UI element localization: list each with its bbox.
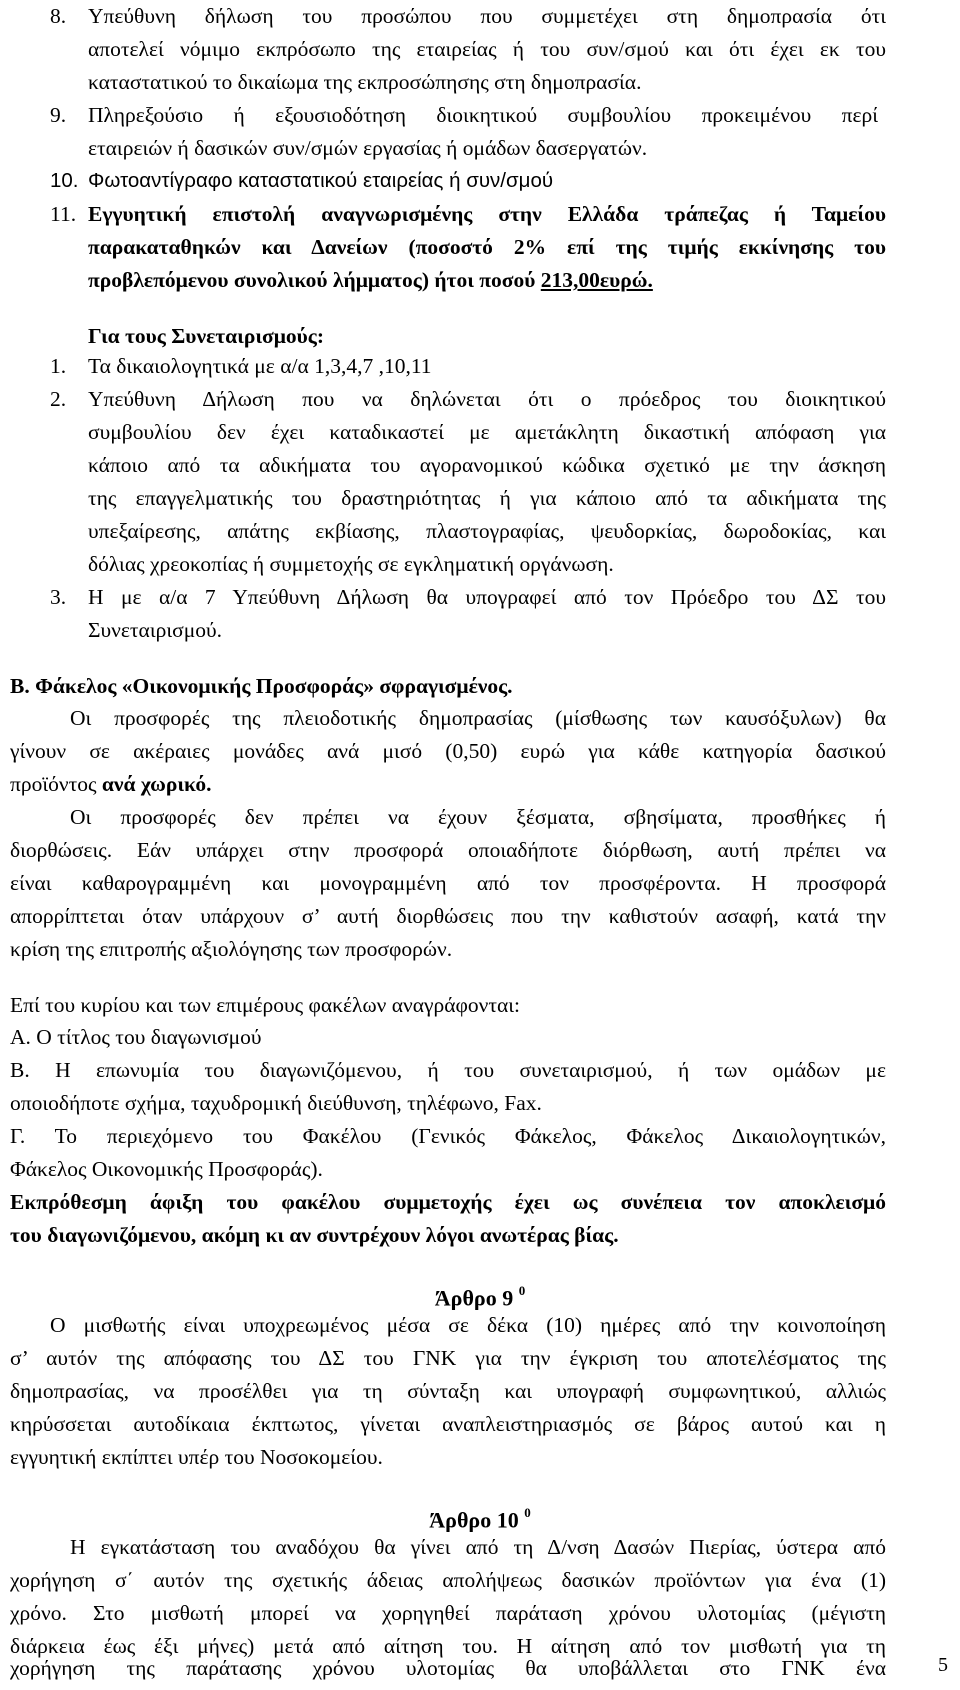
list-item-line: Υπεύθυνη δήλωση του προσώπου που συμμετέχει στη δημοπρασία ότι bbox=[88, 4, 886, 28]
list-item-line: δόλιας χρεοκοπίας ή συμμετοχής σε εγκληματική οργάνωση. bbox=[88, 552, 614, 576]
list-item-line: καταστατικού το δικαίωμα της εκπροσώπησης στη δημοπρασία. bbox=[88, 70, 642, 94]
paragraph-line: χορήγηση της παράτασης χρόνου υλοτομίας θα υποβάλλεται στο ΓΝΚ ένα bbox=[10, 1656, 886, 1680]
paragraph-line: Ο μισθωτής είναι υποχρεωμένος μέσα σε δέκα (10) ημέρες από την κοινοποίηση bbox=[50, 1313, 886, 1337]
late-arrival-warning: του διαγωνιζόμενου, ακόμη κι αν συντρέχουν λόγοι ανωτέρας βίας. bbox=[10, 1223, 619, 1247]
paragraph-line: Οι προσφορές της πλειοδοτικής δημοπρασίας (μίσθωσης των καυσόξυλων) θα bbox=[70, 706, 886, 730]
list-item-line: Τα δικαιολογητικά με α/α 1,3,4,7 ,10,11 bbox=[88, 354, 432, 378]
list-item-line: εταιρειών ή δασικών συν/σμών εργασίας ή ομάδων δασεργατών. bbox=[88, 136, 648, 160]
list-number: 3. bbox=[50, 585, 67, 609]
list-number: 1. bbox=[50, 354, 67, 378]
paragraph-line: Οι προσφορές δεν πρέπει να έχουν ξέσματα, σβησίματα, προσθήκες ή bbox=[70, 805, 886, 829]
late-arrival-warning: Εκπρόθεσμη άφιξη του φακέλου συμμετοχής έχει ως συνέπεια τον αποκλεισμό bbox=[10, 1190, 886, 1214]
coops-heading: Για τους Συνεταιρισμούς: bbox=[88, 324, 325, 348]
list-number: 2. bbox=[50, 387, 67, 411]
paragraph-line: γίνουν σε ακέραιες μονάδες ανά μισό (0,50) ευρώ για κάθε κατηγορία δασικού bbox=[10, 739, 886, 763]
article-9-title: Άρθρο 9 $^0$ bbox=[434, 1283, 526, 1311]
envelope-intro: Επί του κυρίου και των επιμέρους φακέλων αναγράφονται: bbox=[10, 993, 521, 1017]
envelope-item-b: Β. Η επωνυμία του διαγωνιζόμενου, ή του συνεταιρισμού, ή των ομάδων με bbox=[10, 1058, 886, 1082]
paragraph-line: κρίση της επιτροπής αξιολόγησης των προσφορών. bbox=[10, 937, 453, 961]
paragraph-line: Η εγκατάσταση του αναδόχου θα γίνει από τη Δ/νση Δασών Πιερίας, ύστερα από bbox=[70, 1535, 886, 1559]
paragraph-line: κηρύσσεται αυτοδίκαια έκπτωτος, γίνεται αναπλειστηριασμός σε βάρος αυτού και η bbox=[10, 1412, 886, 1436]
article-10-title: Άρθρο 10 $^0$ bbox=[429, 1505, 531, 1533]
list-item-line: συμβουλίου δεν έχει καταδικαστεί με αμετάκλητη δικαστική απόφαση για bbox=[88, 420, 886, 444]
paragraph-line: σ’ αυτόν της απόφασης του ΔΣ του ΓΝΚ για την έγκριση του αποτελέσματος της bbox=[10, 1346, 886, 1370]
list-number: 11. bbox=[50, 202, 77, 226]
page-number: 5 bbox=[938, 1654, 948, 1676]
paragraph-line: προϊόντος ανά χωρικό. bbox=[10, 772, 212, 796]
paragraph-line: δημοπρασίας, να προσέλθει για τη σύνταξη και υπογραφή συμφωνητικού, αλλιώς bbox=[10, 1379, 886, 1403]
list-item-line: αποτελεί νόμιμο εκπρόσωπο της εταιρείας ή του συν/σμού και ότι έχει εκ του bbox=[88, 37, 886, 61]
envelope-item-b: οποιοδήποτε σχήμα, ταχυδρομική διεύθυνση, τηλέφωνο, Fax. bbox=[10, 1091, 542, 1115]
list-number: 9. bbox=[50, 103, 67, 127]
paragraph-line: διορθώσεις. Εάν υπάρχει στην προσφορά οποιαδήποτε διόρθωση, αυτή πρέπει να bbox=[10, 838, 886, 862]
paragraph-line: είναι καθαρογραμμένη και μονογραμμένη από τον προσφέροντα. Η προσφορά bbox=[10, 871, 886, 895]
list-item-line: Εγγυητική επιστολή αναγνωρισμένης στην Ελλάδα τράπεζας ή Ταμείου bbox=[88, 202, 886, 226]
section-b-heading: Β. Φάκελος «Οικονομικής Προσφοράς» σφραγισμένος. bbox=[10, 674, 513, 698]
list-item-line: της επαγγελματικής του δραστηριότητας ή για κάποιο από τα αδικήματα της bbox=[88, 486, 886, 510]
list-item-line: Φωτοαντίγραφο καταστατικού εταιρείας ή συν/σμού bbox=[88, 169, 554, 192]
envelope-item-a: Α. Ο τίτλος του διαγωνισμού bbox=[10, 1025, 262, 1049]
list-number: 8. bbox=[50, 4, 67, 28]
guarantee-amount: 213,00ευρώ. bbox=[540, 268, 653, 292]
list-item-line: Πληρεξούσιο ή εξουσιοδότηση διοικητικού συμβουλίου προκειμένου περί bbox=[88, 103, 878, 127]
envelope-item-c: Γ. Το περιεχόμενο του Φακέλου (Γενικός Φάκελος, Φάκελος Δικαιολογητικών, bbox=[10, 1124, 886, 1148]
list-item-line: υπεξαίρεσης, απάτης εκβίασης, πλαστογραφίας, ψευδορκίας, δωροδοκίας, και bbox=[88, 519, 886, 543]
list-item-line: Συνεταιρισμού. bbox=[88, 618, 222, 642]
list-item-line: κάποιο από τα αδικήματα του αγορανομικού κώδικα σχετικό με την άσκηση bbox=[88, 453, 886, 477]
list-item-line: παρακαταθηκών και Δανείων (ποσοστό 2% επί της τιμής εκκίνησης του bbox=[88, 235, 886, 259]
envelope-item-c: Φάκελος Οικονομικής Προσφοράς). bbox=[10, 1157, 323, 1181]
paragraph-line: εγγυητική εκπίπτει υπέρ του Νοσοκομείου. bbox=[10, 1445, 383, 1469]
list-item-line: Η με α/α 7 Υπεύθυνη Δήλωση θα υπογραφεί από τον Πρόεδρο του ΔΣ του bbox=[88, 585, 886, 609]
list-number: 10. bbox=[50, 169, 79, 192]
paragraph-line: χορήγηση σ΄ αυτόν της σχετικής άδειας απολήψεως δασικών προϊόντων για ένα (1) bbox=[10, 1568, 886, 1592]
list-item-line: Υπεύθυνη Δήλωση που να δηλώνεται ότι ο πρόεδρος του διοικητικού bbox=[88, 387, 886, 411]
paragraph-line: απορρίπτεται όταν υπάρχουν σ’ αυτή διορθώσεις που την καθιστούν ασαφή, κατά την bbox=[10, 904, 886, 928]
paragraph-line: χρόνο. Στο μισθωτή μπορεί να χορηγηθεί παράταση χρόνου υλοτομίας (μέγιστη bbox=[10, 1601, 886, 1625]
paragraph-line: διάρκεια έως έξι μήνες) μετά από αίτηση του. Η αίτηση από τον μισθωτή για τη bbox=[10, 1634, 886, 1658]
list-item-line: προβλεπόμενου συνολικού λήμματος) ήτοι ποσού 213,00ευρώ. bbox=[88, 268, 653, 292]
